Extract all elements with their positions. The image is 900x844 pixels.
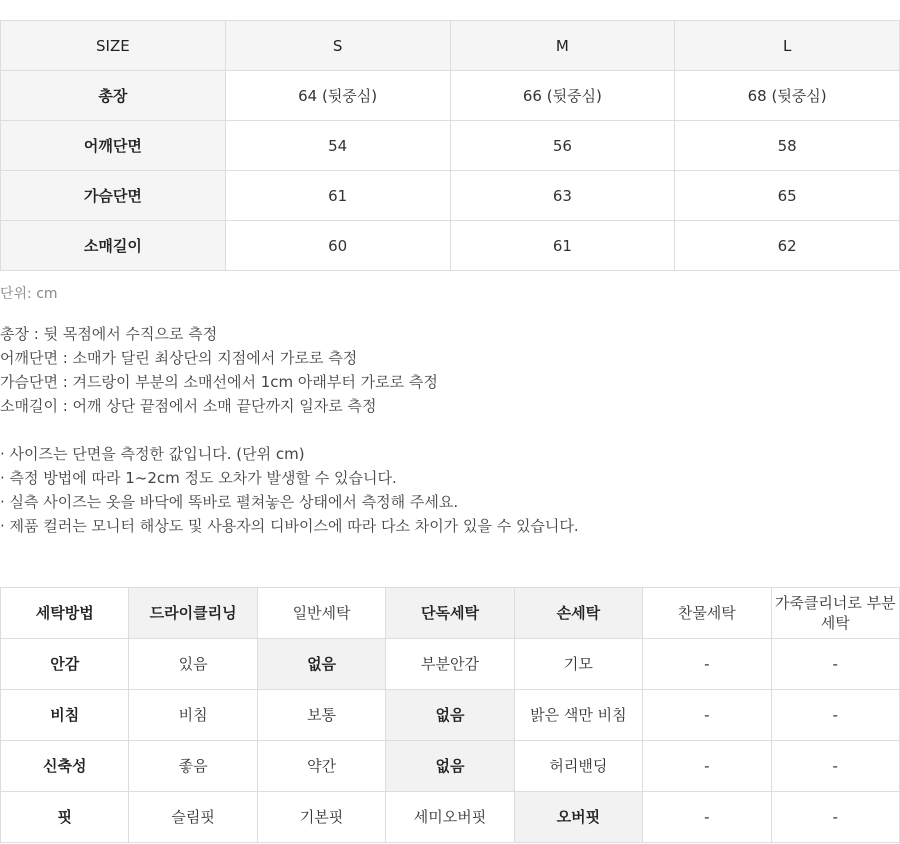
care-row [1,741,900,792]
disclaimer-line: · 실측 사이즈는 옷을 바닥에 똑바로 펼쳐놓은 상태에서 측정해 주세요. [0,493,459,511]
care-cell: - [771,792,899,843]
care-row-label: 안감 [1,639,129,690]
care-cell: 약간 [257,741,385,792]
size-cell: 61 [450,221,675,271]
care-cell: 부분안감 [386,639,514,690]
size-header-cell: M [450,21,675,71]
measure-note: 소매길이 : 어깨 상단 끝점에서 소매 끝단까지 일자로 측정 [0,397,377,415]
care-cell: 일반세탁 [257,588,385,639]
care-cell-selected: 드라이클리닝 [129,588,257,639]
spacer [0,418,880,442]
size-row-label: 어깨단면 [1,121,226,171]
care-cell: - [643,792,771,843]
care-row-label: 세탁방법 [1,588,129,639]
care-cell: 슬림핏 [129,792,257,843]
size-header-row [1,21,900,71]
care-cell: 가죽클리너로 부분세탁 [771,588,899,639]
size-header-cell: SIZE [1,21,226,71]
care-row [1,792,900,843]
size-row [1,171,900,221]
care-cell: - [771,690,899,741]
care-cell-selected: 손세탁 [514,588,642,639]
care-cell: 보통 [257,690,385,741]
care-cell-selected: 없음 [386,690,514,741]
care-cell: - [643,690,771,741]
size-cell: 66 (뒷중심) [450,71,675,121]
care-table [0,587,900,843]
care-cell: - [771,741,899,792]
care-cell: 비침 [129,690,257,741]
size-cell: 61 [225,171,450,221]
measure-note: 어깨단면 : 소매가 달린 최상단의 지점에서 가로로 측정 [0,349,358,367]
size-cell: 56 [450,121,675,171]
size-row [1,71,900,121]
size-cell: 60 [225,221,450,271]
care-cell: 좋음 [129,741,257,792]
measurement-notes [0,322,880,538]
care-row-label: 비침 [1,690,129,741]
size-cell: 54 [225,121,450,171]
size-cell: 68 (뒷중심) [675,71,900,121]
disclaimer-line: · 측정 방법에 따라 1~2cm 정도 오차가 발생할 수 있습니다. [0,469,397,487]
care-row [1,639,900,690]
care-cell: 세미오버핏 [386,792,514,843]
size-cell: 58 [675,121,900,171]
care-cell: - [643,639,771,690]
care-cell: 밝은 색만 비침 [514,690,642,741]
care-row-label: 신축성 [1,741,129,792]
disclaimer-line: · 사이즈는 단면을 측정한 값입니다. (단위 cm) [0,445,305,463]
care-cell: 허리밴딩 [514,741,642,792]
care-cell-selected: 없음 [386,741,514,792]
care-cell-selected: 단독세탁 [386,588,514,639]
size-row-label: 가슴단면 [1,171,226,221]
care-cell: 있음 [129,639,257,690]
care-row [1,588,900,639]
care-cell: 기모 [514,639,642,690]
size-cell: 63 [450,171,675,221]
size-table [0,20,900,271]
measure-note: 총장 : 뒷 목점에서 수직으로 측정 [0,325,218,343]
size-row-label: 소매길이 [1,221,226,271]
care-row-label: 핏 [1,792,129,843]
size-header-cell: S [225,21,450,71]
size-cell: 65 [675,171,900,221]
unit-note: 단위: cm [0,286,58,302]
care-cell-selected: 없음 [257,639,385,690]
care-cell: 찬물세탁 [643,588,771,639]
care-cell: 기본핏 [257,792,385,843]
care-cell: - [771,639,899,690]
size-header-cell: L [675,21,900,71]
care-row [1,690,900,741]
size-cell: 64 (뒷중심) [225,71,450,121]
measure-note: 가슴단면 : 겨드랑이 부분의 소매선에서 1cm 아래부터 가로로 측정 [0,373,438,391]
care-cell-selected: 오버핏 [514,792,642,843]
size-row [1,221,900,271]
disclaimer-line: · 제품 컬러는 모니터 해상도 및 사용자의 디바이스에 따라 다소 차이가 있을 수 있습니다. [0,517,579,535]
care-cell: - [643,741,771,792]
size-row [1,121,900,171]
size-cell: 62 [675,221,900,271]
size-row-label: 총장 [1,71,226,121]
